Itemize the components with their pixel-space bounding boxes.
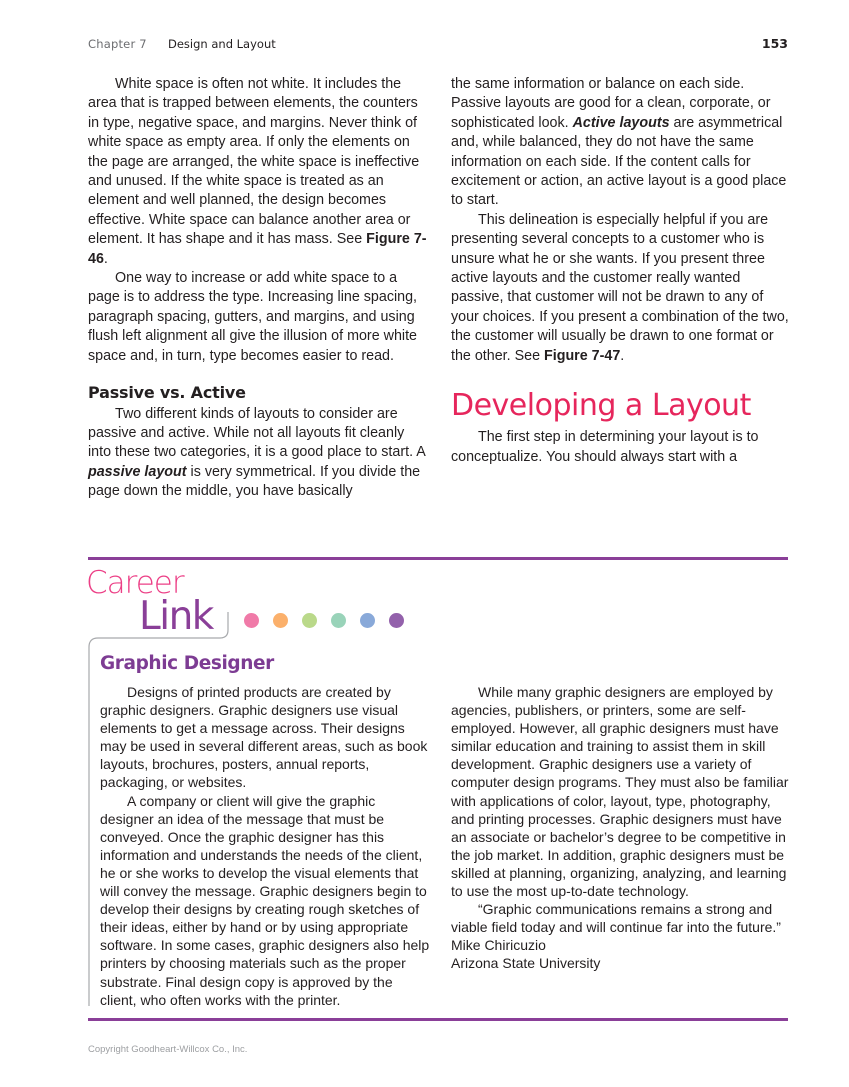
paragraph-developing-layout: The first step in determining your layout is to conceptualize. You should always start with a (451, 429, 759, 465)
quote-affiliation: Arizona State University (451, 955, 601, 972)
paragraph-white-space (88, 75, 430, 269)
paragraph-increase-white-space: One way to increase or add white space to a page is to address the type. Increasing line spacing, paragraph spacing, gutters, and margins, and using flush left alignment all give the illusion of more white space and, in turn, type becomes easier to read. (88, 270, 418, 364)
career-paragraph-2: A company or client will give the graphic designer an idea of the message that must be conveyed. Once the graphic designer has this information and understands the needs of the client, he or she works to develop the visual elements that will convey the message. Graphic designers begin to develop their designs by creating rough sketches of their ideas, either by hand or by using appropriate software. In some cases, graphic designers also help printers by choosing materials such as the proper substrate. Final design copy is approved by the client, who often works with the printer. (100, 792, 430, 1008)
chapter-title: Design and Layout (168, 37, 276, 51)
career-link-top-rule (88, 557, 788, 560)
career-link-label-career: Career (86, 565, 184, 601)
quote-author: Mike Chiricuzio (451, 937, 546, 954)
paragraph-text: are asymmetrical and, while balanced, they do not have the same information on each side. If the content calls for excitement or action, an active layout is a good place to start. (451, 114, 787, 209)
dot-blue-icon (360, 613, 375, 628)
figure-reference: Figure 7-47 (544, 347, 621, 364)
career-paragraph-1: Designs of printed products are created by graphic designers. Graphic designers use visual elements to get a message across. Their designs may be used in several different areas, such as book layouts, brochures, posters, annual reports, packaging, or websites. (100, 684, 428, 791)
dot-purple-icon (389, 613, 404, 628)
page-number: 153 (761, 36, 788, 51)
paragraph-text: the same information or balance on each side. Passive layouts are good for a clean, corporate, or sophisticated look. (451, 76, 771, 131)
career-quote: “Graphic communications remains a strong and viable field today and will continue far into the future.” (451, 901, 781, 936)
figure-reference: Figure 7-46 (88, 231, 427, 267)
career-link-bottom-rule (88, 1018, 788, 1021)
paragraph-end: . (620, 347, 625, 364)
paragraph-text: is very symmetrical. If you divide the page down the middle, you have basically (88, 463, 421, 500)
term-active-layouts: Active layouts (572, 114, 670, 131)
career-paragraph-3: While many graphic designers are employed by agencies, publishers, or printers, some are self-employed. However, all graphic designers must have similar education and training to assist them in skill development. Graphic designers use a variety of computer design programs. They must also be familiar with applications of color, layout, type, photography, and printing processes. Graphic designers must have an associate or bachelor’s degree to be competitive in the job market. In addition, graphic designers must be skilled at planning, organizing, analyzing, and learning to use the most up-to-date technology. (451, 684, 789, 900)
dot-teal-icon (331, 613, 346, 628)
term-passive-layout: passive layout (88, 463, 187, 480)
paragraph-text: This delineation is especially helpful if you are presenting several concepts to a customer who is unsure what he or she wants. If you present three active layouts and the customer really wanted passive, that customer will not be drawn to any of your choices. If you present a combination of the two, the customer will usually be drawn to one format or the other. See (451, 211, 789, 364)
copyright-footer: Copyright Goodheart-Willcox Co., Inc. (88, 1044, 248, 1055)
dot-green-icon (302, 613, 317, 628)
subheading-passive-active: Passive vs. Active (88, 383, 246, 403)
paragraph-passive-active (88, 405, 430, 502)
career-link-left-column (100, 683, 430, 1009)
left-column (88, 75, 430, 502)
paragraph-passive-continued (451, 75, 793, 211)
heading-developing-layout: Developing a Layout (451, 388, 751, 424)
dot-orange-icon (273, 613, 288, 628)
chapter-label: Chapter 7 (88, 37, 147, 51)
paragraph-delineation (451, 211, 793, 366)
dot-pink-icon (244, 613, 259, 628)
paragraph-end: . (103, 250, 108, 267)
career-link-label-link: Link (139, 594, 213, 639)
right-column (451, 75, 793, 467)
career-link-right-column (451, 683, 791, 973)
career-link-title: Graphic Designer (100, 653, 274, 674)
paragraph-text: Two different kinds of layouts to consider are passive and active. While not all layouts fit cleanly into these two categories, it is a good place to start. A (88, 405, 425, 461)
running-header (88, 37, 788, 53)
paragraph-text: White space is often not white. It includes the area that is trapped between elements, the counters in type, negative space, and margins. Never think of white space as empty area. If only the elements on the page are arranged, the white space is ineffective and unused. If the white space is treated as an element and well planned, the design becomes effective. White space can balance another area or element. It has shape and it has mass. See (88, 76, 420, 248)
